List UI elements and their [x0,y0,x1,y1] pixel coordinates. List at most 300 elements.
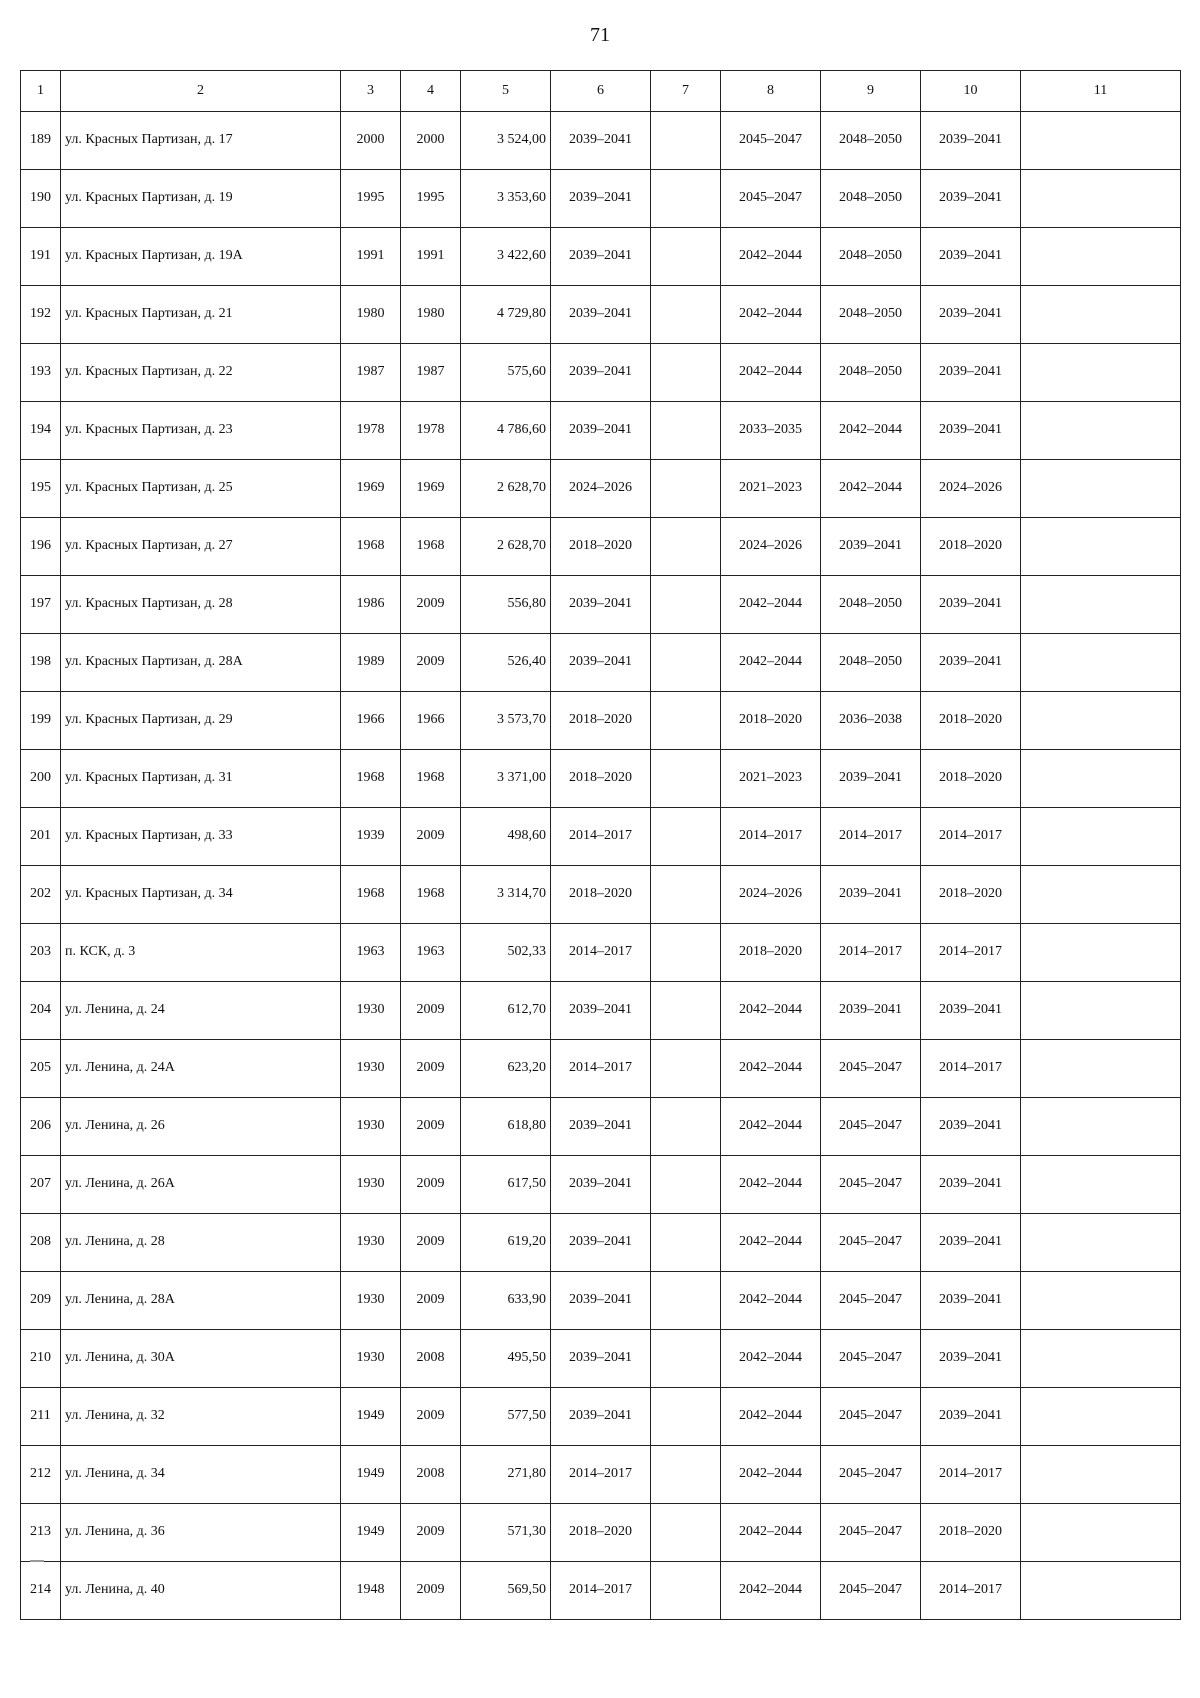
table-cell-c5: 4 786,60 [461,402,551,460]
table-cell-c3: 1948 [341,1562,401,1620]
table-cell-c5: 569,50 [461,1562,551,1620]
table-cell-c7 [651,1388,721,1446]
table-cell-c6: 2039–2041 [551,1388,651,1446]
table-cell-c7 [651,1156,721,1214]
table-cell-c8: 2014–2017 [721,808,821,866]
table-cell-c7 [651,692,721,750]
table-row [21,982,1181,1040]
table-cell-c4: 1980 [401,286,461,344]
table-cell-c6: 2039–2041 [551,982,651,1040]
table-cell-c3: 1991 [341,228,401,286]
table-cell-c1: 214 [21,1562,61,1620]
table-cell-c4: 2000 [401,112,461,170]
table-cell-c2: ул. Красных Партизан, д. 25 [61,460,341,518]
table-cell-c11 [1021,982,1181,1040]
table-cell-c5: 495,50 [461,1330,551,1388]
table-cell-c4: 2009 [401,808,461,866]
header-cell: 8 [721,71,821,112]
table-cell-c10: 2018–2020 [921,1504,1021,1562]
table-cell-c4: 1969 [401,460,461,518]
table-cell-c11 [1021,112,1181,170]
header-cell: 5 [461,71,551,112]
table-cell-c4: 2009 [401,1156,461,1214]
table-cell-c11 [1021,750,1181,808]
table-cell-c2: ул. Красных Партизан, д. 27 [61,518,341,576]
table-cell-c2: ул. Ленина, д. 40 [61,1562,341,1620]
table-cell-c11 [1021,1214,1181,1272]
table-row [21,460,1181,518]
table-cell-c11 [1021,1156,1181,1214]
table-cell-c10: 2039–2041 [921,1388,1021,1446]
table-cell-c4: 2009 [401,576,461,634]
table-cell-c10: 2039–2041 [921,576,1021,634]
table-cell-c6: 2039–2041 [551,634,651,692]
table-cell-c10: 2039–2041 [921,170,1021,228]
table-cell-c2: ул. Красных Партизан, д. 21 [61,286,341,344]
table-cell-c9: 2048–2050 [821,576,921,634]
table-cell-c1: 212 [21,1446,61,1504]
table-cell-c1: 207 [21,1156,61,1214]
table-cell-c9: 2039–2041 [821,866,921,924]
table-cell-c8: 2042–2044 [721,1446,821,1504]
table-cell-c4: 1987 [401,344,461,402]
table-cell-c10: 2039–2041 [921,634,1021,692]
table-cell-c11 [1021,1446,1181,1504]
table-cell-c9: 2039–2041 [821,982,921,1040]
table-cell-c11 [1021,518,1181,576]
table-cell-c4: 1966 [401,692,461,750]
header-cell: 9 [821,71,921,112]
table-cell-c3: 1980 [341,286,401,344]
table-cell-c2: ул. Ленина, д. 26 [61,1098,341,1156]
table-cell-c9: 2045–2047 [821,1272,921,1330]
header-cell: 7 [651,71,721,112]
table-cell-c9: 2039–2041 [821,750,921,808]
table-cell-c2: ул. Ленина, д. 28А [61,1272,341,1330]
table-cell-c6: 2018–2020 [551,1504,651,1562]
table-cell-c9: 2042–2044 [821,402,921,460]
table-cell-c7 [651,1330,721,1388]
table-cell-c6: 2039–2041 [551,1214,651,1272]
table-cell-c4: 2009 [401,1388,461,1446]
table-cell-c9: 2045–2047 [821,1156,921,1214]
table-cell-c7 [651,634,721,692]
table-cell-c1: 189 [21,112,61,170]
table-cell-c1: 195 [21,460,61,518]
table-cell-c1: 190 [21,170,61,228]
table-row [21,634,1181,692]
table-row [21,402,1181,460]
table-cell-c5: 612,70 [461,982,551,1040]
table-cell-c5: 502,33 [461,924,551,982]
table-cell-c10: 2039–2041 [921,228,1021,286]
table-cell-c3: 1987 [341,344,401,402]
table-row [21,228,1181,286]
table-cell-c11 [1021,1562,1181,1620]
table-cell-c3: 1930 [341,1330,401,1388]
table-cell-c10: 2039–2041 [921,1098,1021,1156]
table-cell-c6: 2039–2041 [551,112,651,170]
table-cell-c1: 206 [21,1098,61,1156]
table-cell-c8: 2024–2026 [721,866,821,924]
table-body [21,112,1181,1620]
table-row [21,750,1181,808]
table-cell-c10: 2014–2017 [921,1446,1021,1504]
table-cell-c5: 577,50 [461,1388,551,1446]
table-cell-c9: 2045–2047 [821,1214,921,1272]
table-cell-c8: 2042–2044 [721,634,821,692]
table-cell-c2: ул. Красных Партизан, д. 19А [61,228,341,286]
table-cell-c2: ул. Красных Партизан, д. 23 [61,402,341,460]
table-cell-c3: 2000 [341,112,401,170]
table-cell-c3: 1930 [341,1156,401,1214]
table-cell-c4: 1978 [401,402,461,460]
table-cell-c11 [1021,1098,1181,1156]
table-cell-c4: 1995 [401,170,461,228]
table-cell-c6: 2014–2017 [551,808,651,866]
table-cell-c8: 2042–2044 [721,982,821,1040]
table-cell-c10: 2039–2041 [921,286,1021,344]
table-cell-c1: 204 [21,982,61,1040]
table-cell-c3: 1949 [341,1446,401,1504]
table-cell-c1: 203 [21,924,61,982]
table-cell-c7 [651,1504,721,1562]
table-cell-c2: ул. Ленина, д. 30А [61,1330,341,1388]
table-cell-c7 [651,924,721,982]
table-cell-c4: 1991 [401,228,461,286]
table-cell-c9: 2048–2050 [821,344,921,402]
table-cell-c5: 556,80 [461,576,551,634]
table-cell-c2: ул. Ленина, д. 24А [61,1040,341,1098]
table-cell-c6: 2039–2041 [551,1156,651,1214]
table-cell-c6: 2039–2041 [551,344,651,402]
table-cell-c5: 2 628,70 [461,460,551,518]
table-cell-c3: 1949 [341,1504,401,1562]
table-cell-c3: 1995 [341,170,401,228]
table-cell-c4: 2009 [401,1098,461,1156]
header-cell: 6 [551,71,651,112]
table-cell-c2: п. КСК, д. 3 [61,924,341,982]
table-cell-c11 [1021,286,1181,344]
table-cell-c11 [1021,576,1181,634]
table-cell-c9: 2048–2050 [821,170,921,228]
header-cell: 1 [21,71,61,112]
table-cell-c9: 2014–2017 [821,924,921,982]
table-cell-c5: 619,20 [461,1214,551,1272]
table-cell-c9: 2048–2050 [821,228,921,286]
margin-mark [30,1560,44,1562]
table-cell-c8: 2021–2023 [721,460,821,518]
table-cell-c10: 2014–2017 [921,1040,1021,1098]
table-cell-c5: 3 524,00 [461,112,551,170]
header-cell: 10 [921,71,1021,112]
table-cell-c7 [651,866,721,924]
table-cell-c1: 200 [21,750,61,808]
table-row [21,1446,1181,1504]
table-cell-c8: 2042–2044 [721,1156,821,1214]
table-cell-c1: 208 [21,1214,61,1272]
table-cell-c10: 2014–2017 [921,1562,1021,1620]
table-cell-c5: 618,80 [461,1098,551,1156]
table-cell-c9: 2048–2050 [821,286,921,344]
table-row [21,692,1181,750]
table-cell-c8: 2018–2020 [721,924,821,982]
table-cell-c1: 192 [21,286,61,344]
table-cell-c1: 202 [21,866,61,924]
table-cell-c10: 2014–2017 [921,924,1021,982]
table-cell-c5: 271,80 [461,1446,551,1504]
table-cell-c2: ул. Ленина, д. 28 [61,1214,341,1272]
table-cell-c8: 2042–2044 [721,228,821,286]
table-cell-c5: 4 729,80 [461,286,551,344]
table-cell-c3: 1930 [341,1040,401,1098]
table-row [21,1156,1181,1214]
table-cell-c8: 2042–2044 [721,576,821,634]
table-cell-c2: ул. Ленина, д. 32 [61,1388,341,1446]
header-row [21,71,1181,112]
table-cell-c9: 2042–2044 [821,460,921,518]
table-cell-c3: 1968 [341,518,401,576]
table-cell-c8: 2018–2020 [721,692,821,750]
table-row [21,576,1181,634]
table-cell-c3: 1968 [341,750,401,808]
table-row [21,924,1181,982]
table-cell-c8: 2024–2026 [721,518,821,576]
table-cell-c7 [651,808,721,866]
table-cell-c1: 196 [21,518,61,576]
table-cell-c2: ул. Красных Партизан, д. 33 [61,808,341,866]
table-cell-c4: 2009 [401,1562,461,1620]
table-cell-c5: 623,20 [461,1040,551,1098]
table-cell-c3: 1978 [341,402,401,460]
table-row [21,344,1181,402]
table-cell-c3: 1968 [341,866,401,924]
table-cell-c5: 617,50 [461,1156,551,1214]
table-cell-c6: 2039–2041 [551,228,651,286]
table-cell-c6: 2014–2017 [551,1040,651,1098]
table-cell-c5: 2 628,70 [461,518,551,576]
table-cell-c9: 2045–2047 [821,1040,921,1098]
table-cell-c3: 1969 [341,460,401,518]
table-cell-c5: 3 422,60 [461,228,551,286]
table-row [21,286,1181,344]
table-cell-c6: 2039–2041 [551,576,651,634]
table-cell-c5: 575,60 [461,344,551,402]
table-row [21,1504,1181,1562]
table-cell-c4: 2009 [401,634,461,692]
table-cell-c10: 2018–2020 [921,692,1021,750]
table-cell-c6: 2039–2041 [551,402,651,460]
table-cell-c4: 2009 [401,982,461,1040]
table-cell-c1: 211 [21,1388,61,1446]
table-cell-c4: 1968 [401,866,461,924]
table-cell-c7 [651,286,721,344]
table-cell-c10: 2018–2020 [921,518,1021,576]
table-cell-c8: 2042–2044 [721,1272,821,1330]
table-cell-c9: 2036–2038 [821,692,921,750]
table-cell-c4: 2008 [401,1446,461,1504]
table-cell-c11 [1021,1504,1181,1562]
table-cell-c9: 2045–2047 [821,1098,921,1156]
table-cell-c11 [1021,344,1181,402]
table-cell-c1: 197 [21,576,61,634]
table-cell-c7 [651,460,721,518]
table-cell-c5: 3 353,60 [461,170,551,228]
table-cell-c10: 2039–2041 [921,1156,1021,1214]
table-cell-c8: 2045–2047 [721,112,821,170]
table-cell-c8: 2042–2044 [721,1214,821,1272]
table-cell-c5: 571,30 [461,1504,551,1562]
table-cell-c11 [1021,866,1181,924]
table-cell-c1: 213 [21,1504,61,1562]
table-cell-c3: 1930 [341,1098,401,1156]
table-cell-c3: 1930 [341,982,401,1040]
table-cell-c1: 194 [21,402,61,460]
table-cell-c2: ул. Красных Партизан, д. 28А [61,634,341,692]
table-row [21,866,1181,924]
header-cell: 4 [401,71,461,112]
table-cell-c5: 3 371,00 [461,750,551,808]
table-row [21,1098,1181,1156]
table-cell-c8: 2042–2044 [721,1330,821,1388]
table-cell-c10: 2024–2026 [921,460,1021,518]
table-cell-c4: 2009 [401,1214,461,1272]
table-row [21,112,1181,170]
table-cell-c1: 201 [21,808,61,866]
table-row [21,1040,1181,1098]
table-cell-c5: 633,90 [461,1272,551,1330]
table-cell-c9: 2039–2041 [821,518,921,576]
table-cell-c11 [1021,1330,1181,1388]
table-cell-c2: ул. Красных Партизан, д. 22 [61,344,341,402]
table-row [21,518,1181,576]
header-cell: 2 [61,71,341,112]
table-cell-c5: 498,60 [461,808,551,866]
table-cell-c11 [1021,924,1181,982]
table-cell-c3: 1939 [341,808,401,866]
table-cell-c9: 2045–2047 [821,1446,921,1504]
table-cell-c2: ул. Ленина, д. 36 [61,1504,341,1562]
table-cell-c2: ул. Красных Партизан, д. 29 [61,692,341,750]
table-cell-c6: 2018–2020 [551,750,651,808]
table-cell-c5: 526,40 [461,634,551,692]
table-cell-c11 [1021,1272,1181,1330]
table-cell-c8: 2042–2044 [721,1040,821,1098]
table-cell-c6: 2014–2017 [551,1446,651,1504]
table-cell-c1: 191 [21,228,61,286]
table-cell-c9: 2014–2017 [821,808,921,866]
table-cell-c8: 2042–2044 [721,344,821,402]
table-cell-c10: 2039–2041 [921,1272,1021,1330]
table-cell-c10: 2014–2017 [921,808,1021,866]
table-cell-c3: 1949 [341,1388,401,1446]
table-cell-c4: 1968 [401,518,461,576]
table-cell-c4: 1963 [401,924,461,982]
table-cell-c1: 205 [21,1040,61,1098]
table-cell-c6: 2039–2041 [551,1098,651,1156]
table-cell-c10: 2039–2041 [921,344,1021,402]
table-cell-c3: 1986 [341,576,401,634]
table-cell-c8: 2045–2047 [721,170,821,228]
table-cell-c11 [1021,170,1181,228]
table-cell-c9: 2045–2047 [821,1562,921,1620]
table-cell-c11 [1021,1040,1181,1098]
table-cell-c3: 1966 [341,692,401,750]
table-cell-c2: ул. Ленина, д. 34 [61,1446,341,1504]
table-cell-c10: 2039–2041 [921,1330,1021,1388]
table-cell-c2: ул. Ленина, д. 24 [61,982,341,1040]
table-cell-c6: 2014–2017 [551,1562,651,1620]
table-cell-c7 [651,1446,721,1504]
page-number: 71 [590,24,610,46]
table-cell-c11 [1021,402,1181,460]
table-cell-c2: ул. Ленина, д. 26А [61,1156,341,1214]
table-cell-c7 [651,1214,721,1272]
table-cell-c6: 2018–2020 [551,692,651,750]
table-cell-c9: 2048–2050 [821,634,921,692]
table-cell-c3: 1963 [341,924,401,982]
document-table [20,70,1181,1620]
table-cell-c1: 209 [21,1272,61,1330]
table-cell-c11 [1021,692,1181,750]
table-row [21,1330,1181,1388]
table-cell-c4: 1968 [401,750,461,808]
table-cell-c10: 2039–2041 [921,402,1021,460]
table-cell-c7 [651,170,721,228]
table-cell-c7 [651,1562,721,1620]
table-cell-c5: 3 314,70 [461,866,551,924]
table-cell-c4: 2009 [401,1504,461,1562]
table-row [21,1388,1181,1446]
table-cell-c6: 2039–2041 [551,286,651,344]
table-cell-c6: 2039–2041 [551,1272,651,1330]
table-cell-c6: 2039–2041 [551,1330,651,1388]
table-cell-c2: ул. Красных Партизан, д. 31 [61,750,341,808]
table-cell-c1: 199 [21,692,61,750]
document-table-container [20,70,1180,1620]
table-cell-c11 [1021,808,1181,866]
table-cell-c9: 2048–2050 [821,112,921,170]
header-cell: 11 [1021,71,1181,112]
table-cell-c8: 2042–2044 [721,1098,821,1156]
table-cell-c11 [1021,460,1181,518]
table-cell-c6: 2024–2026 [551,460,651,518]
table-cell-c8: 2033–2035 [721,402,821,460]
table-cell-c8: 2042–2044 [721,1562,821,1620]
table-cell-c7 [651,576,721,634]
table-cell-c11 [1021,228,1181,286]
table-cell-c11 [1021,634,1181,692]
table-cell-c6: 2014–2017 [551,924,651,982]
table-cell-c10: 2039–2041 [921,982,1021,1040]
table-cell-c9: 2045–2047 [821,1504,921,1562]
table-cell-c8: 2042–2044 [721,286,821,344]
table-cell-c8: 2021–2023 [721,750,821,808]
table-cell-c8: 2042–2044 [721,1504,821,1562]
table-cell-c10: 2018–2020 [921,866,1021,924]
table-cell-c6: 2018–2020 [551,866,651,924]
table-cell-c5: 3 573,70 [461,692,551,750]
table-cell-c7 [651,982,721,1040]
table-cell-c7 [651,1098,721,1156]
table-cell-c7 [651,112,721,170]
table-cell-c10: 2039–2041 [921,1214,1021,1272]
table-cell-c10: 2039–2041 [921,112,1021,170]
table-row [21,1272,1181,1330]
table-cell-c4: 2008 [401,1330,461,1388]
table-cell-c6: 2039–2041 [551,170,651,228]
table-cell-c2: ул. Красных Партизан, д. 34 [61,866,341,924]
